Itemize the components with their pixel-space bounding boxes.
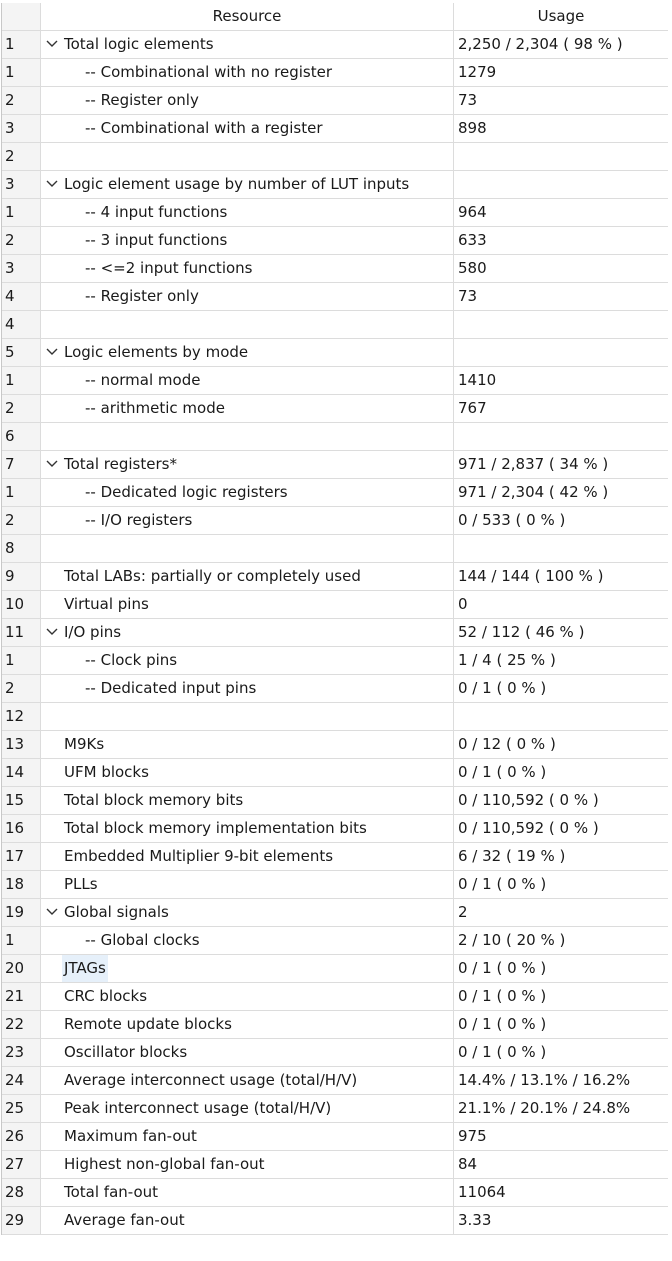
resource-cell[interactable] xyxy=(41,199,454,226)
resource-label: Global signals xyxy=(64,903,169,921)
row-number: 13 xyxy=(2,731,41,758)
table-header xyxy=(2,3,668,31)
resource-cell[interactable] xyxy=(41,451,454,478)
row-number: 1 xyxy=(2,367,41,394)
usage-cell[interactable]: 971 / 2,837 ( 34 % ) xyxy=(458,455,609,473)
resource-cell[interactable] xyxy=(41,143,454,170)
usage-cell[interactable]: 84 xyxy=(458,1155,478,1173)
resource-label: Logic elements by mode xyxy=(64,343,249,361)
resource-cell-content xyxy=(41,1011,453,1038)
table-row[interactable] xyxy=(2,591,668,619)
row-number: 18 xyxy=(2,871,41,898)
resource-label: Average fan-out xyxy=(64,1211,185,1229)
usage-cell[interactable] xyxy=(454,703,668,730)
table-row[interactable] xyxy=(2,507,668,535)
row-number: 3 xyxy=(2,115,41,142)
resource-cell[interactable] xyxy=(41,1207,454,1234)
usage-cell[interactable]: 0 xyxy=(458,595,468,613)
resource-label: -- Combinational with a register xyxy=(85,119,323,137)
resource-label: -- Global clocks xyxy=(85,931,200,949)
table-row[interactable] xyxy=(2,871,668,899)
row-number: 2 xyxy=(2,143,41,170)
row-number: 20 xyxy=(2,955,41,982)
resource-cell[interactable] xyxy=(41,983,454,1010)
row-number: 2 xyxy=(2,675,41,702)
resource-cell[interactable] xyxy=(41,899,454,926)
resource-label: Highest non-global fan-out xyxy=(64,1155,265,1173)
resource-cell[interactable] xyxy=(41,787,454,814)
resource-cell-content xyxy=(41,479,453,506)
resource-label: Total logic elements xyxy=(64,35,214,53)
row-number: 2 xyxy=(2,87,41,114)
resource-cell[interactable] xyxy=(41,535,454,562)
row-number: 23 xyxy=(2,1039,41,1066)
row-number: 1 xyxy=(2,647,41,674)
resource-cell-content xyxy=(41,787,453,814)
row-number: 2 xyxy=(2,227,41,254)
resource-cell-content xyxy=(41,563,453,590)
table-row[interactable] xyxy=(2,647,668,675)
usage-cell[interactable]: 21.1% / 20.1% / 24.8% xyxy=(458,1099,631,1117)
resource-label: I/O pins xyxy=(64,623,122,641)
usage-cell[interactable]: 964 xyxy=(458,203,487,221)
usage-cell[interactable]: 0 / 1 ( 0 % ) xyxy=(458,875,547,893)
resource-cell-content xyxy=(41,927,453,954)
table-row[interactable] xyxy=(2,367,668,395)
resource-label: JTAGs xyxy=(62,955,108,982)
row-number: 16 xyxy=(2,815,41,842)
resource-label: -- Clock pins xyxy=(85,651,178,669)
resource-cell[interactable] xyxy=(41,255,454,282)
chevron-down-icon[interactable] xyxy=(45,178,59,190)
resource-label: -- Dedicated input pins xyxy=(85,679,257,697)
row-number: 29 xyxy=(2,1207,41,1234)
resource-cell[interactable] xyxy=(41,311,454,338)
usage-cell[interactable]: 580 xyxy=(458,259,487,277)
table-row[interactable] xyxy=(2,199,668,227)
resource-cell-content xyxy=(41,87,453,114)
resource-label: Embedded Multiplier 9-bit elements xyxy=(64,847,334,865)
usage-cell[interactable]: 0 / 12 ( 0 % ) xyxy=(458,735,556,753)
resource-label: Total registers* xyxy=(64,455,177,473)
resource-label: -- Dedicated logic registers xyxy=(85,483,288,501)
resource-cell-content xyxy=(41,367,453,394)
usage-cell[interactable]: 0 / 1 ( 0 % ) xyxy=(458,959,547,977)
resource-cell-content xyxy=(41,647,453,674)
table-row[interactable] xyxy=(2,227,668,255)
row-number: 6 xyxy=(2,423,41,450)
usage-cell[interactable]: 0 / 1 ( 0 % ) xyxy=(458,1015,547,1033)
usage-cell[interactable] xyxy=(454,339,668,366)
resource-cell[interactable] xyxy=(41,1067,454,1094)
resource-cell-content xyxy=(41,675,453,702)
header-resource[interactable]: Resource xyxy=(41,3,454,30)
resource-cell-content xyxy=(41,339,453,366)
resource-cell[interactable] xyxy=(41,423,454,450)
usage-cell[interactable] xyxy=(454,143,668,170)
resource-cell[interactable] xyxy=(41,31,454,58)
table-row[interactable] xyxy=(2,255,668,283)
resource-cell[interactable] xyxy=(41,227,454,254)
usage-cell[interactable]: 767 xyxy=(458,399,487,417)
table-row[interactable] xyxy=(2,479,668,507)
table-row[interactable] xyxy=(2,927,668,955)
usage-cell[interactable]: 1410 xyxy=(458,371,497,389)
row-number: 12 xyxy=(2,703,41,730)
row-number: 21 xyxy=(2,983,41,1010)
chevron-down-icon[interactable] xyxy=(45,906,59,918)
row-number: 9 xyxy=(2,563,41,590)
row-number: 17 xyxy=(2,843,41,870)
table-row[interactable] xyxy=(2,1151,668,1179)
row-number: 1 xyxy=(2,31,41,58)
row-number: 2 xyxy=(2,395,41,422)
resource-cell-content xyxy=(41,255,453,282)
usage-cell[interactable]: 0 / 1 ( 0 % ) xyxy=(458,763,547,781)
row-number: 1 xyxy=(2,59,41,86)
row-number: 1 xyxy=(2,199,41,226)
resource-label: Peak interconnect usage (total/H/V) xyxy=(64,1099,332,1117)
resource-cell[interactable] xyxy=(41,1151,454,1178)
usage-cell[interactable]: 14.4% / 13.1% / 16.2% xyxy=(458,1071,631,1089)
table-row[interactable] xyxy=(2,675,668,703)
resource-label: Maximum fan-out xyxy=(64,1127,197,1145)
resource-label: -- Combinational with no register xyxy=(85,63,332,81)
row-number: 28 xyxy=(2,1179,41,1206)
table-row[interactable] xyxy=(2,31,668,59)
usage-cell[interactable]: 0 / 1 ( 0 % ) xyxy=(458,987,547,1005)
usage-cell[interactable]: 975 xyxy=(458,1127,487,1145)
row-number: 5 xyxy=(2,339,41,366)
table-row[interactable] xyxy=(2,1207,668,1235)
usage-cell[interactable]: 0 / 533 ( 0 % ) xyxy=(458,511,566,529)
resource-cell-content xyxy=(41,227,453,254)
table-row[interactable] xyxy=(2,311,668,339)
usage-cell[interactable]: 633 xyxy=(458,231,487,249)
resource-cell-content xyxy=(41,535,453,562)
table-row[interactable] xyxy=(2,1067,668,1095)
resource-cell[interactable] xyxy=(41,563,454,590)
resource-cell-content xyxy=(41,591,453,618)
resource-cell[interactable] xyxy=(41,87,454,114)
resource-label: UFM blocks xyxy=(64,763,149,781)
table-row[interactable] xyxy=(2,899,668,927)
chevron-down-icon[interactable] xyxy=(45,626,59,638)
table-row[interactable] xyxy=(2,1179,668,1207)
resource-label: Remote update blocks xyxy=(64,1015,232,1033)
resource-cell[interactable] xyxy=(41,619,454,646)
resource-cell[interactable] xyxy=(41,1095,454,1122)
usage-cell[interactable] xyxy=(454,311,668,338)
chevron-down-icon[interactable] xyxy=(45,458,59,470)
resource-cell-content xyxy=(41,1151,453,1178)
resource-cell[interactable] xyxy=(41,1179,454,1206)
usage-cell[interactable]: 3.33 xyxy=(458,1211,492,1229)
table-row[interactable] xyxy=(2,395,668,423)
resource-label: -- Register only xyxy=(85,91,199,109)
usage-cell[interactable]: 11064 xyxy=(458,1183,506,1201)
table-row[interactable] xyxy=(2,843,668,871)
resource-label: Average interconnect usage (total/H/V) xyxy=(64,1071,358,1089)
table-row[interactable] xyxy=(2,1039,668,1067)
resource-cell-content xyxy=(41,983,453,1010)
resource-cell-content xyxy=(41,199,453,226)
resource-label: PLLs xyxy=(64,875,98,893)
usage-cell[interactable]: 2 xyxy=(458,903,468,921)
resource-cell-content xyxy=(41,759,453,786)
resource-label: M9Ks xyxy=(64,735,105,753)
resource-cell[interactable] xyxy=(41,1123,454,1150)
resource-cell[interactable] xyxy=(41,815,454,842)
resource-cell-content xyxy=(41,115,453,142)
row-number: 19 xyxy=(2,899,41,926)
row-number: 26 xyxy=(2,1123,41,1150)
row-number: 4 xyxy=(2,283,41,310)
table-row[interactable] xyxy=(2,171,668,199)
resource-cell[interactable] xyxy=(41,507,454,534)
resource-cell[interactable] xyxy=(41,871,454,898)
resource-cell-content xyxy=(41,31,453,58)
resource-cell-content xyxy=(41,619,453,646)
row-number: 27 xyxy=(2,1151,41,1178)
usage-cell[interactable] xyxy=(454,423,668,450)
resource-cell[interactable] xyxy=(41,955,454,982)
row-number: 3 xyxy=(2,255,41,282)
usage-cell[interactable]: 6 / 32 ( 19 % ) xyxy=(458,847,566,865)
row-number: 1 xyxy=(2,479,41,506)
resource-cell-content xyxy=(41,1207,453,1234)
usage-cell[interactable]: 2 / 10 ( 20 % ) xyxy=(458,931,566,949)
row-number: 15 xyxy=(2,787,41,814)
table-row[interactable] xyxy=(2,115,668,143)
row-number: 4 xyxy=(2,311,41,338)
resource-cell-content xyxy=(41,871,453,898)
row-number: 8 xyxy=(2,535,41,562)
table-row[interactable] xyxy=(2,535,668,563)
resource-cell[interactable] xyxy=(41,367,454,394)
usage-cell[interactable]: 52 / 112 ( 46 % ) xyxy=(458,623,585,641)
resource-cell-content xyxy=(41,283,453,310)
usage-cell[interactable]: 144 / 144 ( 100 % ) xyxy=(458,567,604,585)
row-number: 14 xyxy=(2,759,41,786)
resource-cell-content xyxy=(41,1095,453,1122)
table-row[interactable] xyxy=(2,703,668,731)
table-row[interactable] xyxy=(2,143,668,171)
resource-label: Total block memory implementation bits xyxy=(64,819,367,837)
resource-cell-content xyxy=(41,311,453,338)
resource-cell[interactable] xyxy=(41,731,454,758)
resource-cell-content xyxy=(41,1123,453,1150)
resource-cell[interactable] xyxy=(41,1039,454,1066)
resource-label: Total block memory bits xyxy=(64,791,244,809)
chevron-down-icon[interactable] xyxy=(45,346,59,358)
resource-label: -- arithmetic mode xyxy=(85,399,225,417)
usage-cell[interactable]: 0 / 1 ( 0 % ) xyxy=(458,679,547,697)
row-number: 7 xyxy=(2,451,41,478)
table-row[interactable] xyxy=(2,563,668,591)
row-number: 10 xyxy=(2,591,41,618)
table-row[interactable] xyxy=(2,787,668,815)
resource-cell-content xyxy=(41,955,453,982)
usage-cell[interactable]: 73 xyxy=(458,287,478,305)
usage-cell[interactable]: 2,250 / 2,304 ( 98 % ) xyxy=(458,35,623,53)
resource-cell[interactable] xyxy=(41,675,454,702)
resource-cell[interactable] xyxy=(41,591,454,618)
resource-cell[interactable] xyxy=(41,759,454,786)
resource-label: -- normal mode xyxy=(85,371,201,389)
row-number: 1 xyxy=(2,927,41,954)
resource-cell[interactable] xyxy=(41,1011,454,1038)
table-row[interactable] xyxy=(2,339,668,367)
resource-cell-content xyxy=(41,395,453,422)
resource-cell-content xyxy=(41,59,453,86)
row-number: 3 xyxy=(2,171,41,198)
resource-cell-content xyxy=(41,143,453,170)
usage-cell[interactable] xyxy=(454,171,668,198)
resource-label: Logic element usage by number of LUT inputs xyxy=(64,175,410,193)
table-row[interactable] xyxy=(2,451,668,479)
row-number: 22 xyxy=(2,1011,41,1038)
resource-cell[interactable] xyxy=(41,703,454,730)
table-row[interactable] xyxy=(2,983,668,1011)
usage-cell[interactable]: 0 / 110,592 ( 0 % ) xyxy=(458,819,599,837)
resource-cell-content xyxy=(41,815,453,842)
table-row[interactable] xyxy=(2,955,668,983)
table-row[interactable] xyxy=(2,1123,668,1151)
resource-label: -- I/O registers xyxy=(85,511,193,529)
resource-cell-content xyxy=(41,1067,453,1094)
resource-cell-content xyxy=(41,899,453,926)
usage-cell[interactable]: 898 xyxy=(458,119,487,137)
row-number: 2 xyxy=(2,507,41,534)
resource-cell-content xyxy=(41,423,453,450)
usage-cell[interactable]: 971 / 2,304 ( 42 % ) xyxy=(458,483,609,501)
resource-label: -- 3 input functions xyxy=(85,231,228,249)
resource-label: -- <=2 input functions xyxy=(85,259,253,277)
resource-label: Oscillator blocks xyxy=(64,1043,188,1061)
resource-cell-content xyxy=(41,451,453,478)
usage-cell[interactable]: 0 / 110,592 ( 0 % ) xyxy=(458,791,599,809)
resource-cell[interactable] xyxy=(41,59,454,86)
table-row[interactable] xyxy=(2,283,668,311)
table-row[interactable] xyxy=(2,759,668,787)
resource-cell[interactable] xyxy=(41,395,454,422)
table-body xyxy=(2,31,668,1235)
resource-label: Virtual pins xyxy=(64,595,149,613)
resource-label: Total LABs: partially or completely used xyxy=(64,567,361,585)
table-row[interactable] xyxy=(2,619,668,647)
header-usage[interactable]: Usage xyxy=(537,7,585,25)
resource-cell-content xyxy=(41,843,453,870)
table-row[interactable] xyxy=(2,731,668,759)
resource-cell-content xyxy=(41,731,453,758)
resource-label: -- Register only xyxy=(85,287,199,305)
table-row[interactable] xyxy=(2,87,668,115)
resource-cell[interactable] xyxy=(41,171,454,198)
table-row[interactable] xyxy=(2,1011,668,1039)
resource-cell[interactable] xyxy=(41,339,454,366)
resource-cell-content xyxy=(41,1179,453,1206)
header-row-number xyxy=(2,3,41,30)
usage-cell[interactable]: 73 xyxy=(458,91,478,109)
usage-cell[interactable]: 0 / 1 ( 0 % ) xyxy=(458,1043,547,1061)
resource-cell-content xyxy=(41,1039,453,1066)
row-number: 11 xyxy=(2,619,41,646)
resource-cell[interactable] xyxy=(41,843,454,870)
row-number: 24 xyxy=(2,1067,41,1094)
usage-cell[interactable]: 1 / 4 ( 25 % ) xyxy=(458,651,556,669)
chevron-down-icon[interactable] xyxy=(45,38,59,50)
table-row[interactable] xyxy=(2,1095,668,1123)
resource-cell[interactable] xyxy=(41,927,454,954)
usage-cell[interactable]: 1279 xyxy=(458,63,497,81)
resource-cell[interactable] xyxy=(41,115,454,142)
table-row[interactable] xyxy=(2,423,668,451)
resource-label: -- 4 input functions xyxy=(85,203,228,221)
table-row[interactable] xyxy=(2,59,668,87)
resource-cell-content xyxy=(41,171,453,198)
resource-cell-content xyxy=(41,507,453,534)
row-number: 25 xyxy=(2,1095,41,1122)
resource-usage-report xyxy=(1,3,668,1235)
table-row[interactable] xyxy=(2,815,668,843)
resource-cell[interactable] xyxy=(41,647,454,674)
resource-label: Total fan-out xyxy=(64,1183,159,1201)
resource-cell[interactable] xyxy=(41,479,454,506)
resource-cell[interactable] xyxy=(41,283,454,310)
resource-label: CRC blocks xyxy=(64,987,148,1005)
usage-cell[interactable] xyxy=(454,535,668,562)
resource-cell-content xyxy=(41,703,453,730)
